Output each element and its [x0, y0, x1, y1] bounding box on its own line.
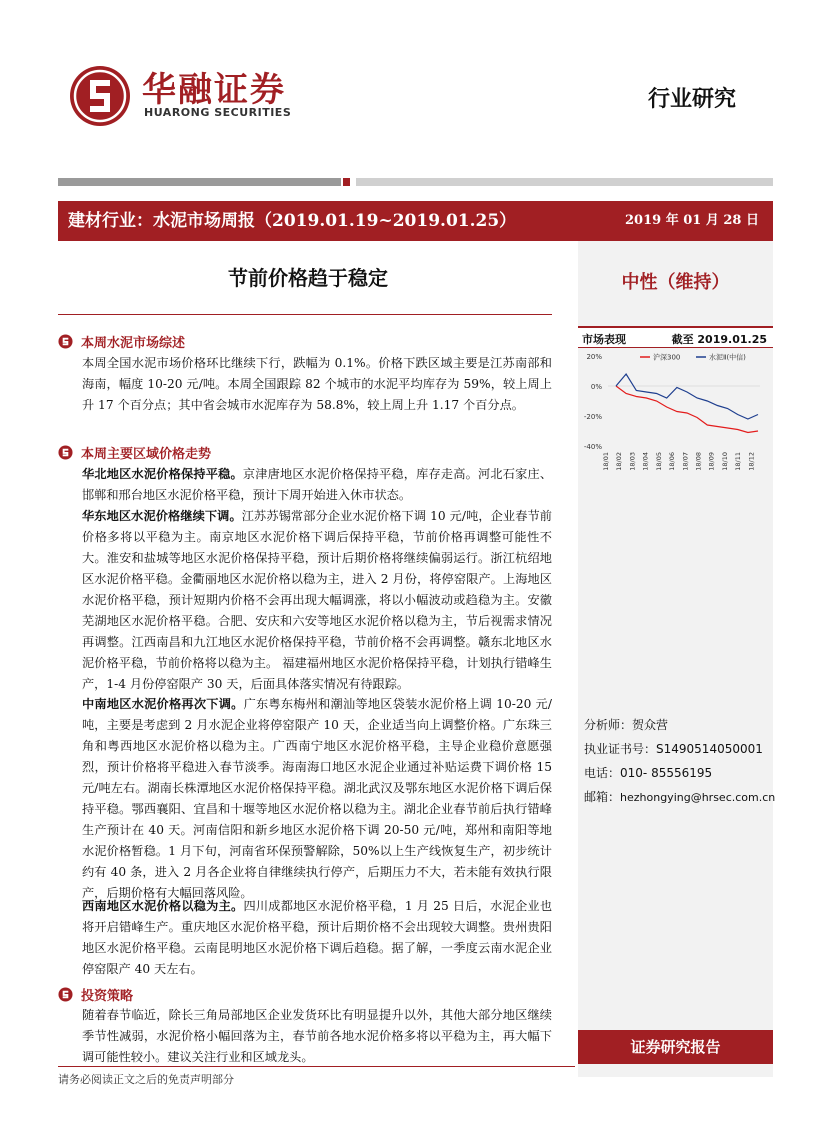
- section-title-regional: [58, 443, 211, 462]
- analyst-line: [584, 716, 668, 733]
- section-title-overview: [58, 332, 185, 351]
- rating-label: 中性（维持）: [621, 272, 730, 293]
- chart-header-date: 截至 2019.01.25: [671, 333, 767, 346]
- header-divider-accent: [343, 178, 350, 186]
- paragraph-lead: 华东地区水泥价格继续下调。: [82, 509, 242, 523]
- paragraph-strategy: 随着春节临近，除长三角局部地区企业发货环比有明显提升以外，其他大部分地区继续季节性减弱，水泥价格小幅回落为主，春节前各地水泥价格多将以平稳为主，再大幅下调可能性较小。建议关注行业和区域龙头。: [82, 1008, 552, 1064]
- paragraph-body: 四川成都地区水泥价格平稳，1 月 25 日后，水泥企业也将开启错峰生产。重庆地区水泥价格平稳，预计后期价格不会出现较大调整。贵州贵阳地区水泥价格平稳。云南昆明地区水泥价格下调后趋稳。据了解，一季度云南水泥企业停窑限产 40 天左右。: [82, 899, 553, 976]
- legend-label: 沪深300: [653, 353, 681, 362]
- x-tick-label: 18/12: [747, 452, 756, 471]
- paragraph-southwest: [82, 896, 552, 980]
- section-title-text: 投资策略: [81, 989, 134, 1004]
- x-tick-label: 18/01: [602, 452, 610, 471]
- cert-value: S1490514050001: [656, 742, 763, 756]
- paragraph-overview: 本周全国水泥市场价格环比继续下行，跌幅为 0.1%。价格下跌区域主要是江苏南部和海南，幅度 10-20 元/吨。本周全国跟踪 82 个城市的水泥平均库存为 59%，较上周上升 17 个百分点；其中省会城市水泥库存为 58.8%，较上周上升 1.17 个百分点。: [82, 356, 552, 412]
- x-tick-label: 18/07: [681, 452, 690, 471]
- header-divider-left: [58, 178, 341, 186]
- section-title-strategy: [58, 985, 133, 1004]
- analyst-label: 分析师：: [584, 718, 633, 732]
- y-tick-label: 20%: [586, 353, 602, 361]
- x-tick-label: 18/08: [694, 452, 703, 471]
- x-tick-label: 18/02: [615, 452, 624, 471]
- brand-name-en: HUARONG SECURITIES: [144, 106, 292, 119]
- phone-line: [584, 764, 712, 781]
- cert-line: [584, 740, 763, 757]
- email-value: hezhongying@hrsec.com.cn: [620, 791, 776, 804]
- series-line-0: [616, 386, 758, 433]
- phone-label: 电话：: [584, 766, 621, 780]
- footer-rule: [58, 1066, 575, 1067]
- legend-label: 水泥Ⅱ(中信): [709, 353, 746, 362]
- x-tick-label: 18/10: [720, 452, 729, 471]
- company-logo-icon: [68, 64, 132, 128]
- y-tick-label: 0%: [590, 383, 602, 391]
- x-tick-label: 18/09: [707, 452, 716, 471]
- paragraph-body: 广东粤东梅州和潮汕等地区袋装水泥价格上调 10-20 元/吨，主要是考虑到 2 月水泥企业将停窑限产 10 天，企业适当向上调整价格。广东珠三角和粤西地区水泥价格以稳为主。广西南宁地区水泥价格平稳，主导企业稳价意愿强烈，预计价格将平稳进入春节淡季。海南海口地区水泥企业通过补贴运费下调价格 15 元/吨左右。湖南长株潭地区水泥价格保持平稳。湖北武汉及鄂东地区水泥价格下调后保持平稳。鄂西襄阳、宜昌和十堰等地区水泥价格以稳为主。湖北企业春节前后执行错峰生产预计在 40 天。河南信阳和新乡地区水泥价格下调 20-50 元/吨，郑州和南阳等地水泥价格暂稳。1 月下旬，河南省环保预警解除，50%以上生产线恢复生产，初步统计约有 40 条，进入 2 月各企业将自律继续执行停产，后期压力不大，若未能有效执行限产，后期价格有大幅回落风险。: [82, 697, 552, 900]
- email-label: 邮箱：: [584, 790, 621, 804]
- section-bullet-icon: [58, 445, 73, 460]
- header-divider-right: [356, 178, 773, 186]
- y-tick-label: -40%: [583, 443, 602, 451]
- paragraph-lead: 中南地区水泥价格再次下调。: [82, 697, 244, 711]
- paragraph-lead: 华北地区水泥价格保持平稳。: [82, 467, 243, 481]
- section-title-text: 本周水泥市场综述: [81, 336, 186, 351]
- email-line: [584, 788, 775, 805]
- x-tick-label: 18/05: [654, 452, 663, 471]
- report-type: 行业研究: [648, 86, 737, 112]
- analyst-name: 贺众营: [632, 718, 669, 732]
- paragraph-lead: 西南地区水泥价格以稳为主。: [82, 899, 244, 913]
- paragraph-body: 京津唐地区水泥价格保持平稳，库存走高。河北石家庄、邯郸和邢台地区水泥价格平稳，预计下周开始进入休市状态。: [82, 467, 553, 502]
- paragraph-north: [82, 464, 552, 506]
- x-tick-label: 18/06: [668, 452, 677, 471]
- headline-rule: [58, 314, 552, 315]
- headline: 节前价格趋于稳定: [228, 266, 388, 290]
- report-title: 建材行业：水泥市场周报（2019.01.19~2019.01.25）: [58, 201, 600, 241]
- section-title-text: 本周主要区域价格走势: [81, 447, 212, 462]
- section-bullet-icon: [58, 987, 73, 1002]
- report-date: 2019 年 01 月 28 日: [600, 201, 773, 241]
- paragraph-body: 江苏苏锡常部分企业水泥价格下调 10 元/吨，企业春节前价格多将以平稳为主。南京地区水泥价格下调后保持平稳，节前价格再调整可能性不大。淮安和盐城等地区水泥价格保持平稳，预计后期价格将继续偏弱运行。浙江杭绍地区水泥价格平稳。金衢丽地区水泥价格以稳为主，进入 2 月份，将停窑限产。上海地区水泥价格平稳，预计短期内价格不会再出现大幅调涨，将以小幅波动或趋稳为主。安徽芜湖地区水泥价格平稳。合肥、安庆和六安等地区水泥价格以稳为主，节后视需求情况再调整。江西南昌和九江地区水泥价格保持平稳，节前价格不会再调整。赣东北地区水泥价格平稳，节前价格将以稳为主。 福建福州地区水泥价格保持平稳，计划执行错峰生产，1-4 月份停窑限产 30 天，后面具体落实情况有待跟踪。: [82, 509, 552, 691]
- report-badge: 证券研究报告: [578, 1030, 773, 1064]
- footer-disclaimer: 请务必阅读正文之后的免责声明部分: [58, 1073, 234, 1086]
- x-tick-label: 18/03: [628, 452, 637, 471]
- chart-header-title: 市场表现: [582, 333, 626, 346]
- x-tick-label: 18/11: [734, 452, 743, 471]
- cert-label: 执业证书号：: [584, 742, 657, 756]
- phone-value: 010- 85556195: [620, 766, 713, 780]
- paragraph-east: [82, 506, 552, 695]
- y-tick-label: -20%: [583, 413, 602, 421]
- x-tick-label: 18/04: [641, 452, 650, 471]
- market-performance-chart: [578, 348, 773, 478]
- brand-name-cn: 华融证券: [142, 70, 286, 110]
- section-bullet-icon: [58, 334, 73, 349]
- chart-header: [578, 326, 773, 348]
- paragraph-central-south: [82, 694, 552, 904]
